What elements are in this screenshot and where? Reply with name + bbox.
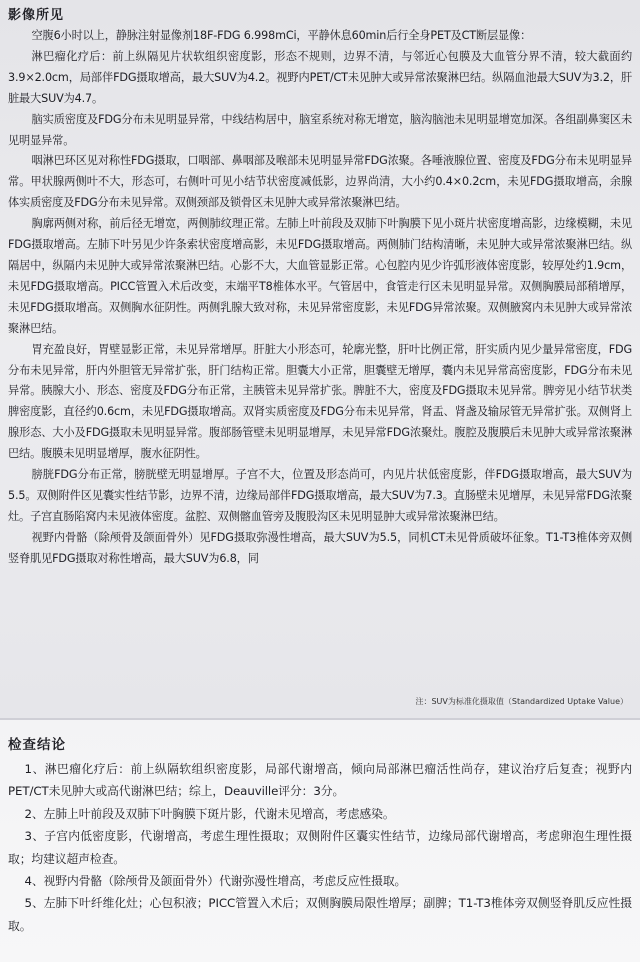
conclusion-body	[8, 758, 632, 937]
findings-paragraph-bone: 视野内骨骼（除颅骨及颌面骨外）见FDG摄取弥漫性增高，最大SUV为5.5，同机CT未见骨质破坏征象。T1-T3椎体旁双侧竖脊肌见FDG摄取对称性增高，最大SUV为6.8，同	[8, 530, 632, 565]
findings-paragraph-lymphoma: 淋巴瘤化疗后：前上纵隔见片状软组织密度影，形态不规则，边界不清，与邻近心包膜及大血管分界不清，较大截面约3.9×2.0cm，局部伴FDG摄取增高，最大SUV为4.2。视野内PET/CT未见肿大或异常浓聚淋巴结。纵隔血池最大SUV为3.2，肝脏最大SUV为4.7。	[8, 49, 632, 105]
findings-paragraph-intro: 空腹6小时以上，静脉注射显像剂18F-FDG 6.998mCi，平静休息60min后行全身PET及CT断层显像：	[31, 29, 532, 42]
findings-body	[8, 26, 632, 570]
findings-paragraph-brain: 脑实质密度及FDG分布未见明显异常，中线结构居中，脑室系统对称无增宽，脑沟脑池未见明显增宽加深。各组副鼻窦区未见明显异常。	[8, 112, 632, 147]
findings-paragraph-neck: 咽淋巴环区见对称性FDG摄取，口咽部、鼻咽部及喉部未见明显异常FDG浓聚。各唾液腺位置、密度及FDG分布未见明显异常。甲状腺两侧叶不大，形态可，右侧叶可见小结节状密度减低影，边界尚清，大小约0.4×0.2cm，未见FDG摄取增高，余腺体实质密度及FDG分布未见异常。双侧颈部及锁骨区未见肿大或异常浓聚淋巴结。	[8, 154, 632, 210]
conclusion-item-2: 2、左肺上叶前段及双肺下叶胸膜下斑片影，代谢未见增高，考虑感染。	[24, 806, 395, 821]
conclusion-heading: 检查结论	[8, 737, 66, 753]
findings-paragraph-pelvis: 膀胱FDG分布正常，膀胱壁无明显增厚。子宫不大，位置及形态尚可，内见片状低密度影，伴FDG摄取增高，最大SUV为5.5。双侧附件区见囊实性结节影，边界不清，边缘局部伴FDG摄取增高，最大SUV为7.3。直肠壁未见增厚，未见异常FDG浓聚灶。子宫直肠陷窝内未见液体密度。盆腔、双侧髂血管旁及腹股沟区未见明显肿大或异常浓聚淋巴结。	[8, 468, 632, 523]
conclusion-item-3: 3、子宫内低密度影，代谢增高，考虑生理性摄取；双侧附件区囊实性结节，边缘局部代谢增高，考虑卵泡生理性摄取；均建议超声检查。	[8, 829, 632, 866]
findings-heading: 影像所见	[8, 8, 65, 23]
conclusion-item-4: 4、视野内骨骼（除颅骨及颌面骨外）代谢弥漫性增高，考虑反应性摄取。	[24, 874, 407, 889]
findings-paragraph-chest: 胸廓两侧对称，前后径无增宽，两侧肺纹理正常。左肺上叶前段及双肺下叶胸膜下见小斑片状密度增高影，边缘模糊，未见FDG摄取增高。左肺下叶另见少许条索状密度增高影，未见FDG摄取增高。两侧肺门结构清晰，未见肿大或异常浓聚淋巴结。纵隔居中，纵隔内未见肿大或异常浓聚淋巴结。心影不大，大血管显影正常。心包腔内见少许弧形液体密度影，较厚处约1.9cm，未见FDG摄取增高。PICC管置入术后改变，末端平T8椎体水平。气管居中，食管走行区未见明显异常。双侧胸膜局部稍增厚，未见FDG摄取增高。双侧胸水征阴性。两侧乳腺大致对称，未见异常密度影，未见FDG异常浓聚。双侧腋窝内未见肿大或异常浓聚淋巴结。	[8, 217, 632, 335]
conclusion-item-1: 1、淋巴瘤化疗后：前上纵隔软组织密度影，局部代谢增高，倾向局部淋巴瘤活性尚存，建议治疗后复查；视野内PET/CT未见肿大或高代谢淋巴结；综上，Deauville评分：3分。	[8, 762, 632, 799]
conclusion-item-5: 5、左肺下叶纤维化灶；心包积液；PICC管置入术后；双侧胸膜局限性增厚；副脾；T1-T3椎体旁双侧竖脊肌反应性摄取。	[8, 896, 632, 933]
suv-footnote: 注：SUV为标准化摄取值（Standardized Uptake Value）	[415, 697, 628, 706]
findings-paragraph-abdomen: 胃充盈良好，胃壁显影正常，未见异常增厚。肝脏大小形态可，轮廓光整，肝叶比例正常，肝实质内见少量异常密度，FDG分布未见异常，肝内外胆管无异常扩张，肝门结构正常。胆囊大小正常，胆囊壁无增厚，囊内未见异常高密度影，FDG分布未见异常。胰腺大小、形态、密度及FDG分布正常，主胰管未见异常扩张。脾脏不大，密度及FDG摄取未见异常。脾旁见小结节状类脾密度影，直径约0.6cm，未见FDG摄取增高。双肾实质密度及FDG分布未见异常，肾盂、肾盏及输尿管无异常扩张。双侧肾上腺形态、大小及FDG摄取未见明显异常。腹部肠管壁未见明显增厚，未见异常FDG浓聚灶。腹腔及腹膜后未见肿大或异常浓聚淋巴结。腹膜未见明显增厚，腹水征阴性。	[8, 342, 632, 461]
